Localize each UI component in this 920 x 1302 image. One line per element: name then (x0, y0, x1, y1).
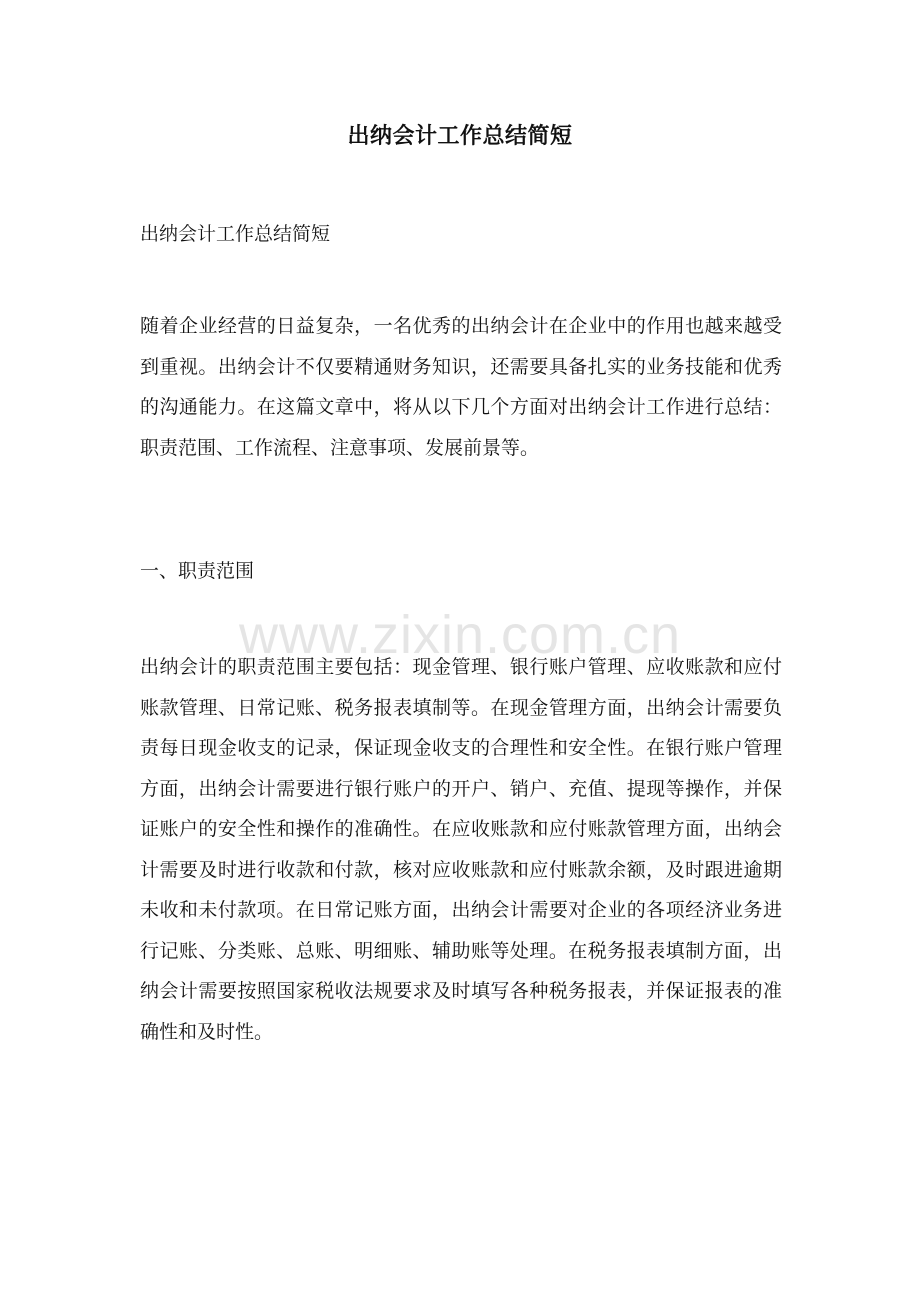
document-subtitle: 出纳会计工作总结简短 (140, 223, 331, 245)
responsibilities-paragraph: 出纳会计的职责范围主要包括：现金管理、银行账户管理、应收账款和应付账款管理、日常记账、税务报表填制等。在现金管理方面，出纳会计需要负责每日现金收支的记录，保证现金收支的合理性和安全性。在银行账户管理方面，出纳会计需要进行银行账户的开户、销户、充值、提现等操作，并保证账户的安全性和操作的准确性。在应收账款和应付账款管理方面，出纳会计需要及时进行收款和付款，核对应收账款和应付账款余额，及时跟进逾期未收和未付款项。在日常记账方面，出纳会计需要对企业的各项经济业务进行记账、分类账、总账、明细账、辅助账等处理。在税务报表填制方面，出纳会计需要按照国家税收法规要求及时填写各种税务报表，并保证报表的准确性和及时性。 (140, 656, 782, 1043)
watermark: www.zixin.com.cn (238, 605, 682, 665)
intro-paragraph: 随着企业经营的日益复杂，一名优秀的出纳会计在企业中的作用也越来越受到重视。出纳会计不仅要精通财务知识，还需要具备扎实的业务技能和优秀的沟通能力。在这篇文章中，将从以下几个方面对出纳会计工作进行总结：职责范围、工作流程、注意事项、发展前景等。 (140, 315, 782, 459)
document-title: 出纳会计工作总结简短 (347, 123, 573, 149)
section-heading-responsibilities: 一、职责范围 (140, 560, 255, 582)
